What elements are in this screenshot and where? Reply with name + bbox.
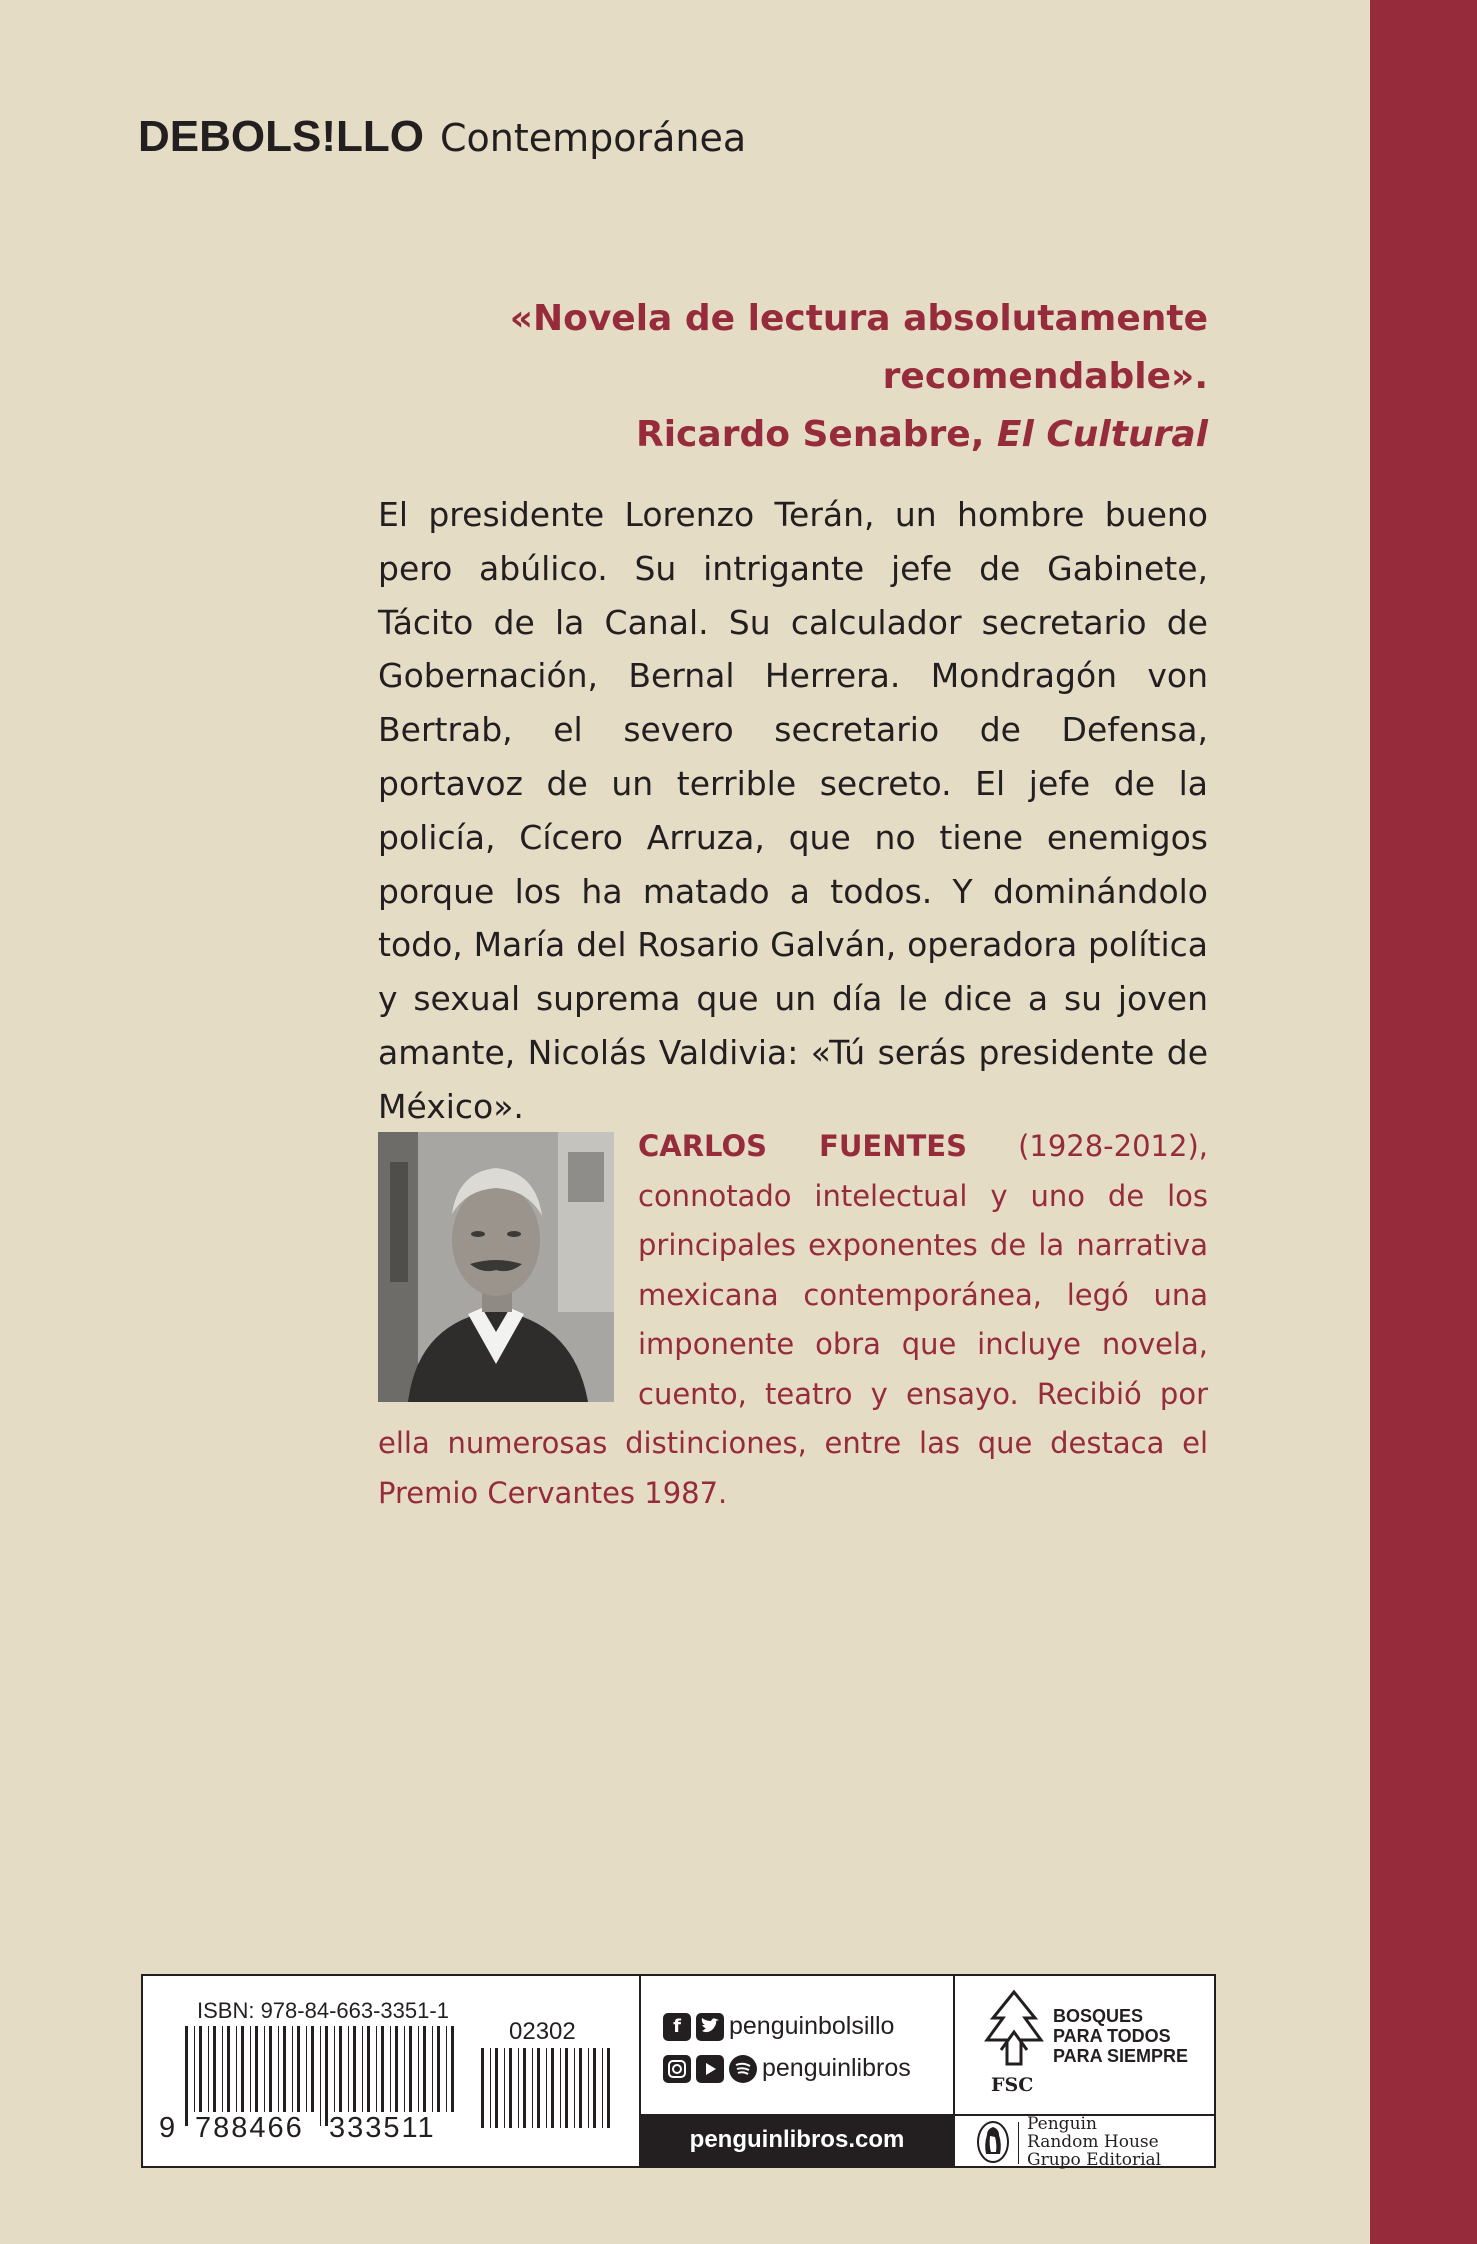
fsc-certification xyxy=(955,1976,1214,2116)
back-cover-footer xyxy=(141,1974,1216,2168)
isbn-label: ISBN: 978-84-663-3351-1 xyxy=(197,1998,449,2023)
logos-block xyxy=(955,1976,1214,2170)
youtube-icon xyxy=(696,2055,724,2083)
synopsis: El presidente Lorenzo Terán, un hombre bueno pero abúlico. Su intrigante jefe de Gabinete, Tácito de la Canal. Su calculador secretario de Gobernación, Bernal Herrera. Mondragón von Bertrab, el severo secretario de Defensa, portavoz de un terrible secreto. El jefe de la policía, Cícero Arruza, que no tiene enemigos porque los ha matado a todos. Y dominándolo todo, María del Rosario Galván, operadora política y sexual suprema que un día le dice a su joven amante, Nicolás Valdivia: «Tú serás presidente de México». xyxy=(378,495,1208,1126)
bosques-para-todos-logo xyxy=(1053,2006,1188,2066)
quote-publication: El Cultural xyxy=(996,414,1208,455)
barcode-lead-digit: 9 xyxy=(159,2112,176,2144)
barcode-digits-left: 788466 xyxy=(195,2112,304,2144)
author-bio xyxy=(378,1122,1208,1518)
penguin-random-house-logo xyxy=(955,2114,1214,2170)
prh-line-2: Random House xyxy=(1027,2132,1159,2152)
spotify-icon xyxy=(729,2055,757,2083)
fsc-label: FSC xyxy=(991,2074,1034,2096)
logo-divider xyxy=(1018,2122,1019,2164)
social-handle-bolsillo[interactable]: penguinbolsillo xyxy=(729,2012,895,2040)
twitter-icon xyxy=(696,2013,724,2041)
quote-source xyxy=(300,406,1208,464)
series-header xyxy=(138,112,746,162)
spine-band xyxy=(1370,0,1477,2244)
social-handle-libros[interactable]: penguinlibros xyxy=(762,2054,911,2082)
price-barcode xyxy=(479,2048,613,2128)
prh-line-1: Penguin xyxy=(1027,2114,1097,2134)
website-link[interactable]: penguinlibros.com xyxy=(641,2114,953,2166)
barcode-block xyxy=(143,1976,641,2166)
bosques-line-1: BOSQUES xyxy=(1053,2006,1144,2026)
quote-author: Ricardo Senabre, xyxy=(636,414,985,455)
social-row-1 xyxy=(663,2012,894,2041)
bosques-line-2: PARA TODOS xyxy=(1053,2026,1171,2046)
author-bio-text: (1928-2012), connotado intelectual y uno de los principales exponentes de la narrativa mexicana contemporánea, legó una imponente obra que incluye novela, cuento, teatro y ensayo. Recibió por ella numerosas distinciones, entre las que destaca el Premio Cervantes 1987. xyxy=(378,1129,1208,1510)
publisher-logo: DEBOLS!LLO xyxy=(138,112,424,161)
prh-line-3: Grupo Editorial xyxy=(1027,2150,1162,2170)
prh-wordmark xyxy=(1027,2115,1161,2169)
price-code: 02302 xyxy=(509,2018,576,2045)
social-block xyxy=(641,1976,955,2166)
facebook-icon: f xyxy=(663,2013,691,2041)
collection-name: Contemporánea xyxy=(439,116,747,160)
quote-text: «Novela de lectura absolutamente recomendable». xyxy=(509,298,1208,397)
press-quote xyxy=(300,290,1208,464)
penguin-icon xyxy=(975,2120,1011,2164)
bosques-line-3: PARA SIEMPRE xyxy=(1053,2046,1189,2066)
social-row-2 xyxy=(663,2054,911,2083)
isbn-barcode xyxy=(183,2026,463,2126)
fsc-tree-icon xyxy=(983,1988,1045,2074)
barcode-digits-right: 333511 xyxy=(329,2112,436,2144)
instagram-icon xyxy=(663,2055,691,2083)
author-name: CARLOS FUENTES xyxy=(638,1129,967,1163)
